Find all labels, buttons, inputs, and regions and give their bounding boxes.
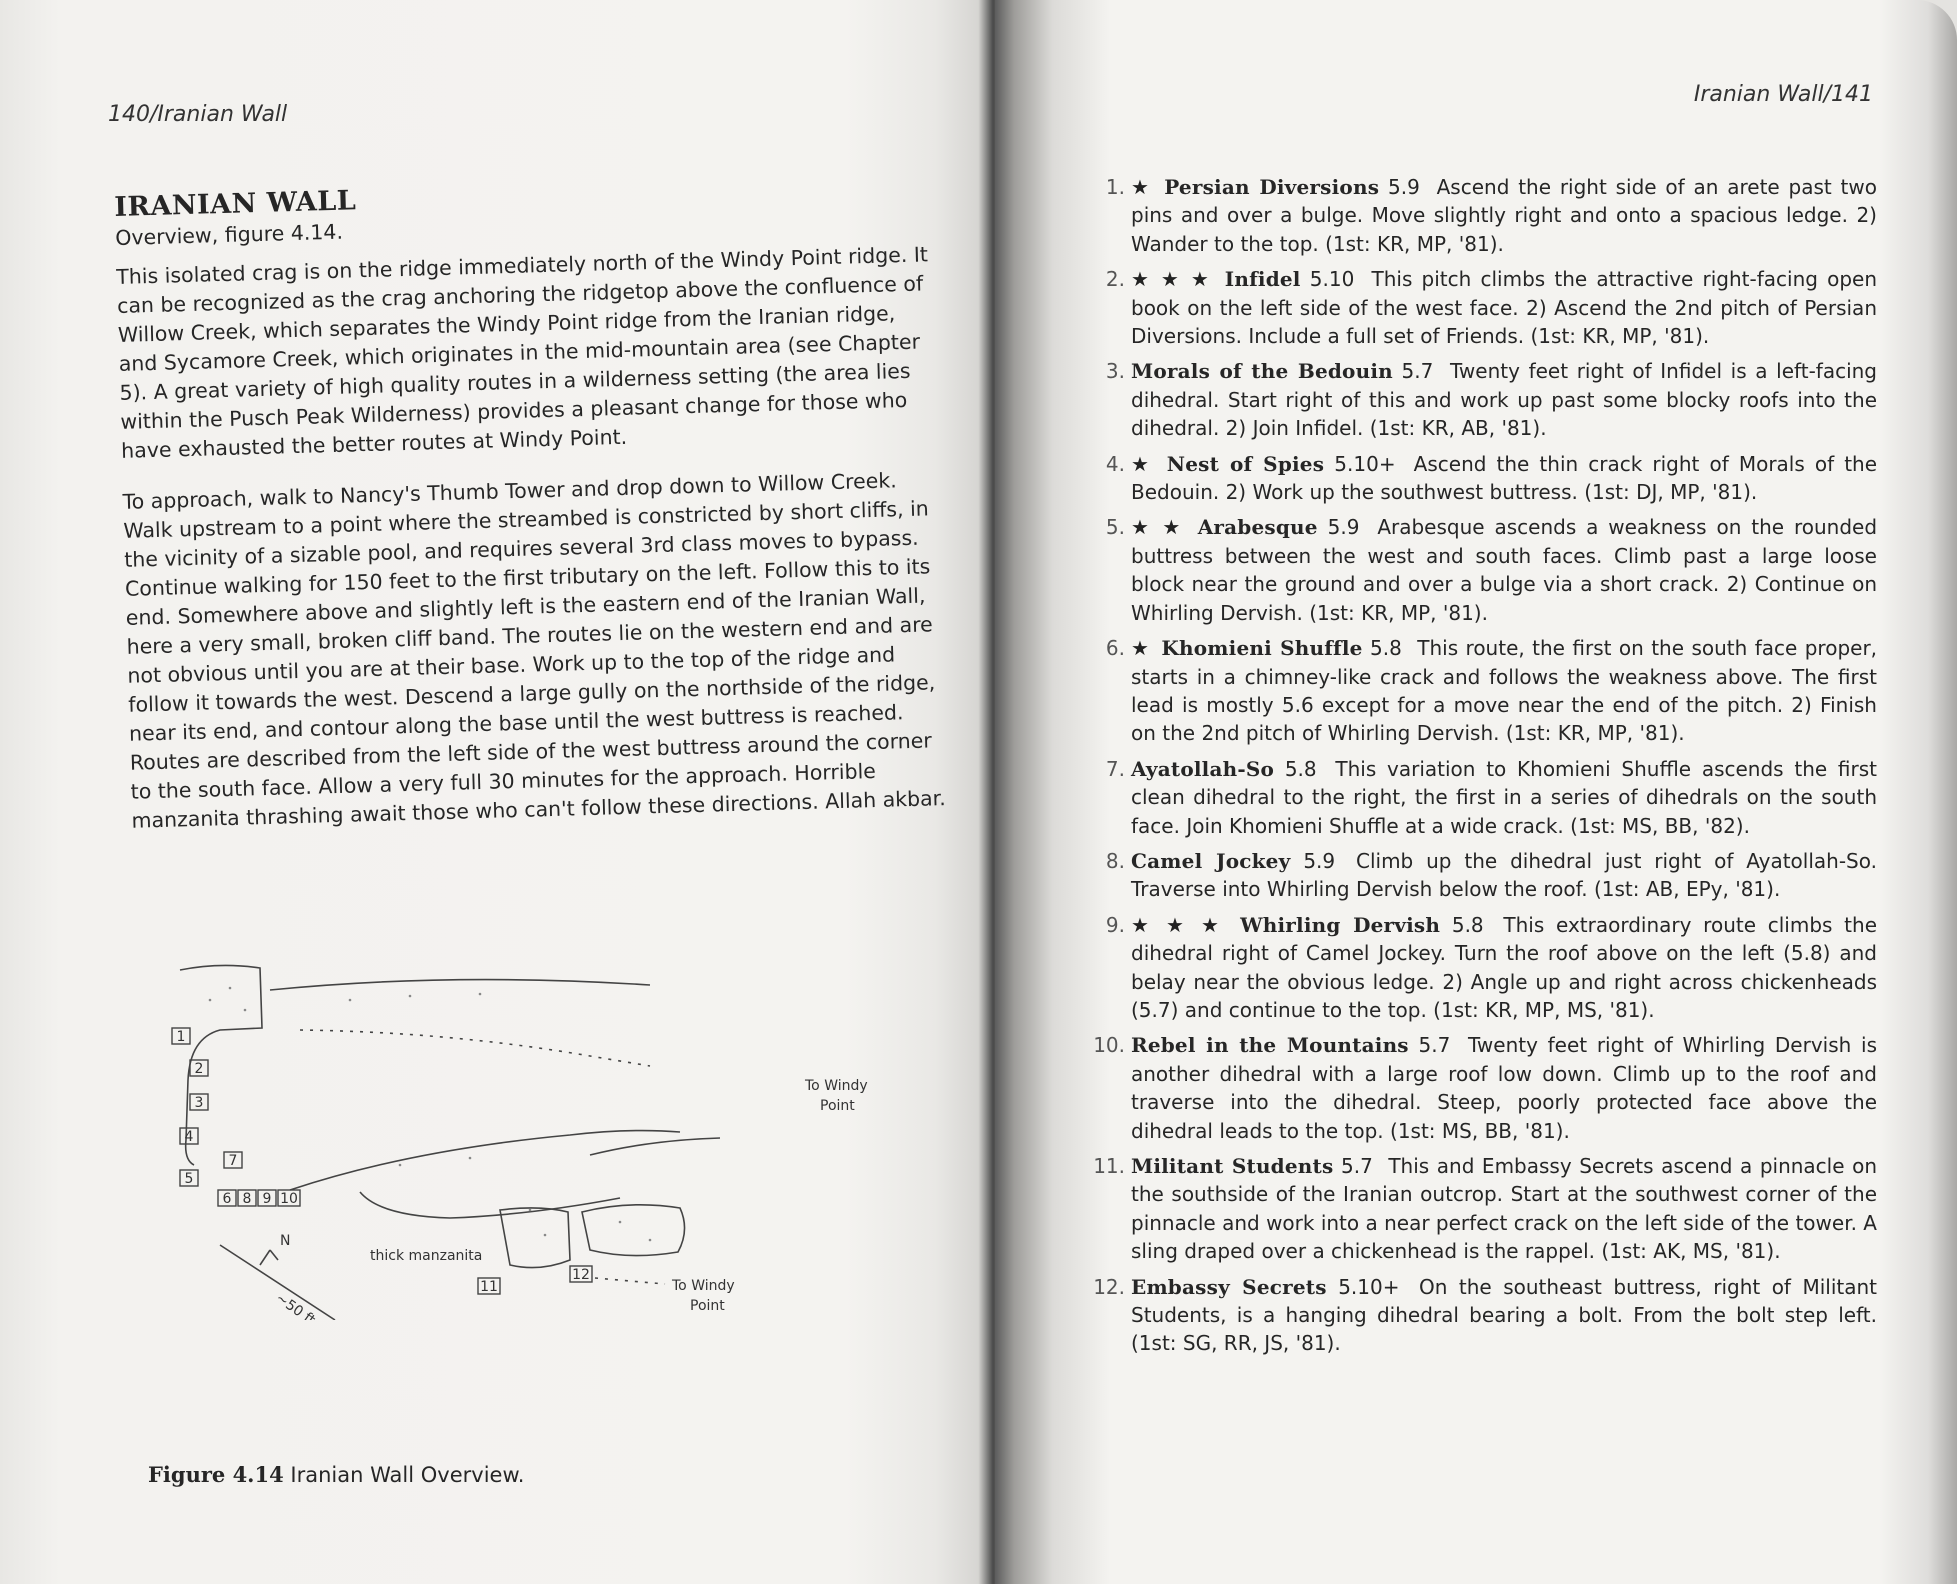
approach-line-top bbox=[300, 1030, 650, 1066]
crag-outline-ridge bbox=[360, 1192, 620, 1218]
route-label-4: 4 bbox=[184, 1129, 194, 1145]
route-grade: 5.9 bbox=[1387, 175, 1420, 199]
route-number: 9. bbox=[1105, 912, 1125, 937]
route-number: 11. bbox=[1093, 1154, 1125, 1178]
crag-outline-lower bbox=[290, 1131, 680, 1190]
route-grade: 5.10+ bbox=[1334, 451, 1396, 476]
route-name: Khomieni Shuffle bbox=[1161, 636, 1363, 661]
route-grade: 5.8 bbox=[1284, 756, 1317, 781]
star-rating: ★ ★ ★ bbox=[1131, 912, 1225, 937]
route-number: 1. bbox=[1105, 175, 1125, 199]
route-description: Ascend the thin crack right of Morals of the Bedouin. 2) Work up the southwest buttress. (1st: DJ, MP, '81). bbox=[1131, 451, 1878, 505]
to-windy-point-bottom-line2: Point bbox=[690, 1298, 725, 1314]
route-label-9: 9 bbox=[262, 1191, 272, 1207]
route-item bbox=[1093, 1273, 1878, 1358]
route-name: Rebel in the Mountains bbox=[1131, 1033, 1409, 1058]
route-description: Twenty feet right of Infidel is a left-facing dihedral. Start right of this and work up past some blocky roofs into the dihedral. 2) Join Infidel. (1st: KR, AB, '81). bbox=[1131, 359, 1877, 441]
route-name: Embassy Secrets bbox=[1131, 1274, 1327, 1299]
route-description: This extraordinary route climbs the dihedral right of Camel Jockey. Turn the roof above on the left (5.8) and belay near the obvious ledge. 2) Angle up and right across chickenheads (5.7) and continue to the top. (1st: KR, MP, MS, '81). bbox=[1131, 912, 1877, 1022]
crag-outline-top bbox=[270, 980, 650, 990]
route-name: Persian Diversions bbox=[1164, 175, 1380, 199]
route-item bbox=[1105, 265, 1877, 350]
route-number: 7. bbox=[1105, 756, 1125, 781]
route-description: This pitch climbs the attractive right-facing open book on the left side of the west face. 2) Ascend the 2nd pitch of Persian Diversions. Include a full set of Friends. (1st: KR, MP, '81). bbox=[1131, 267, 1878, 349]
route-number: 12. bbox=[1093, 1274, 1125, 1299]
route-number: 10. bbox=[1093, 1033, 1125, 1058]
route-item bbox=[1105, 513, 1877, 627]
route-description: Twenty feet right of Whirling Dervish is another dihedral with a large roof low down. Climb up to the roof and traverse into the dihedral. Steep, poorly protected face above the dihedral leads to the top. (1st: MS, BB, '81). bbox=[1131, 1033, 1877, 1143]
approach-line-bottom bbox=[595, 1278, 665, 1284]
route-number: 3. bbox=[1105, 359, 1125, 384]
star-rating: ★ ★ ★ bbox=[1131, 267, 1212, 292]
route-item bbox=[1105, 755, 1877, 840]
pinnacle-right bbox=[582, 1205, 685, 1256]
route-grade: 5.8 bbox=[1370, 636, 1402, 661]
route-label-10: 10 bbox=[280, 1191, 298, 1207]
left-text-column bbox=[114, 170, 947, 857]
route-description: Ascend the right side of an arete past two pins and over a bulge. Move slightly right and onto a spacious ledge. 2) Wander to the top. (1st: KR, MP, '81). bbox=[1131, 175, 1877, 256]
star-rating: ★ bbox=[1131, 175, 1152, 199]
route-label-6: 6 bbox=[222, 1191, 232, 1207]
section-title: IRANIAN WALL bbox=[113, 185, 357, 223]
figure-caption bbox=[148, 1462, 524, 1487]
pinnacle-left bbox=[500, 1208, 570, 1268]
route-label-5: 5 bbox=[184, 1171, 194, 1187]
star-rating: ★ ★ bbox=[1131, 515, 1184, 540]
route-description: This and Embassy Secrets ascend a pinnacle on the southside of the Iranian outcrop. Start at the southwest corner of the pinnacle and work into a near perfect crack on the left side of the tower. A sling draped over a chickenhead is the rappel. (1st: AK, MS, '81). bbox=[1131, 1154, 1877, 1264]
route-item bbox=[1105, 911, 1877, 1025]
right-running-head: Iranian Wall/141 bbox=[1693, 82, 1873, 107]
route-label-3: 3 bbox=[194, 1095, 204, 1111]
route-name: Nest of Spies bbox=[1166, 451, 1325, 476]
route-label-12: 12 bbox=[572, 1267, 590, 1283]
crag-outline-east bbox=[590, 1138, 720, 1155]
intro-paragraph: This isolated crag is on the ridge immediately north of the Windy Point ridge. It can be recognized as the crag anchoring the ridgetop above the confluence of Willow Creek, which separates the Windy Point ridge from the Iranian ridge, and Sycamore Creek, which originates in the mid-mountain area (see Chapter 5). A great variety of high quality routes in a wilderness setting (the area lies within the Pusch Peak Wilderness) provides a pleasant change for those who have exhausted the better routes at Windy Point. bbox=[116, 242, 929, 463]
route-number: 6. bbox=[1105, 636, 1125, 661]
route-description: Climb up the dihedral just right of Ayatollah-So. Traverse into Whirling Dervish below the roof. (1st: AB, EPy, '81). bbox=[1131, 848, 1877, 902]
route-grade: 5.7 bbox=[1401, 359, 1434, 384]
north-label: N bbox=[280, 1233, 291, 1249]
route-grade: 5.9 bbox=[1327, 515, 1360, 540]
route-grade: 5.9 bbox=[1303, 848, 1336, 873]
route-grade: 5.7 bbox=[1340, 1154, 1373, 1178]
route-name: Infidel bbox=[1224, 267, 1301, 292]
overview-sketch-figure bbox=[150, 960, 930, 1320]
scale-label: ~50 ft bbox=[272, 1290, 319, 1320]
route-number: 2. bbox=[1105, 267, 1125, 292]
figure-caption-text: Iranian Wall Overview. bbox=[290, 1463, 525, 1487]
left-running-head: 140/Iranian Wall bbox=[108, 102, 288, 127]
route-name: Whirling Dervish bbox=[1240, 912, 1441, 937]
route-label-7: 7 bbox=[228, 1153, 238, 1169]
route-label-8: 8 bbox=[242, 1191, 252, 1207]
route-name: Ayatollah-So bbox=[1131, 756, 1275, 781]
thick-manzanita-label: thick manzanita bbox=[370, 1248, 483, 1264]
route-number: 5. bbox=[1105, 515, 1125, 540]
route-item bbox=[1105, 634, 1877, 748]
route-description: This route, the first on the south face proper, starts in a chimney-like crack and follows the weakness above. The first lead is mostly 5.6 except for a move near the end of the pitch. 2) Finish on the 2nd pitch of Whirling Dervish. (1st: KR, MP, '81). bbox=[1131, 636, 1878, 746]
route-description: On the southeast buttress, right of Militant Students, is a hanging dihedral bearing a bolt. From the bolt step left. (1st: SG, RR, JS, '81). bbox=[1131, 1274, 1878, 1356]
route-item bbox=[1105, 173, 1877, 258]
route-list bbox=[1093, 173, 1878, 1365]
star-rating: ★ bbox=[1131, 451, 1153, 476]
route-label-1: 1 bbox=[176, 1029, 186, 1045]
route-grade: 5.10+ bbox=[1338, 1274, 1400, 1299]
star-rating: ★ bbox=[1131, 636, 1150, 661]
route-item bbox=[1105, 450, 1877, 507]
route-grade: 5.7 bbox=[1418, 1033, 1451, 1058]
approach-paragraph: To approach, walk to Nancy's Thumb Tower and drop down to Willow Creek. Walk upstream to a point where the streambed is constricted by short cliffs, in the vicinity of a sizable pool, and requires several 3rd class moves to bypass. Continue walking for 150 feet to the first tributary on the left. Follow this to its end. Somewhere above and slightly left is the eastern end of the Iranian Wall, here a very small, broken cliff band. The routes lie on the western end and are not obvious until you are at their base. Work up to the top of the ridge and follow it towards the west. Descend a large gully on the northside of the ridge, near its end, and contour along the base until the west buttress is reached. Routes are described from the left side of the west buttress around the corner to the south face. Allow a very full 30 minutes for the approach. Horrible manzanita thrashing await those who can't follow these directions. Allah akbar. bbox=[122, 468, 947, 833]
route-name: Arabesque bbox=[1197, 515, 1318, 540]
section-subtitle: Overview, figure 4.14. bbox=[114, 219, 344, 250]
figure-caption-label: Figure 4.14 bbox=[148, 1462, 284, 1487]
route-name: Militant Students bbox=[1131, 1154, 1334, 1178]
route-number: 8. bbox=[1105, 848, 1125, 873]
to-windy-point-bottom-line1: To Windy bbox=[672, 1278, 735, 1294]
route-item bbox=[1093, 1031, 1877, 1145]
north-arrow bbox=[220, 1245, 335, 1320]
overview-sketch bbox=[150, 960, 930, 1320]
to-windy-point-top-line2: Point bbox=[820, 1098, 855, 1114]
route-item bbox=[1105, 847, 1877, 904]
route-item bbox=[1105, 357, 1877, 442]
route-grade: 5.10 bbox=[1309, 267, 1355, 292]
route-name: Camel Jockey bbox=[1131, 848, 1291, 873]
route-name: Morals of the Bedouin bbox=[1131, 359, 1393, 384]
route-description: This variation to Khomieni Shuffle ascends the first clean dihedral to the right, the first in a series of dihedrals on the south face. Join Khomieni Shuffle at a wide crack. (1st: MS, BB, '82). bbox=[1131, 756, 1878, 838]
route-item bbox=[1093, 1152, 1877, 1266]
route-description: Arabesque ascends a weakness on the rounded buttress between the west and south faces. Climb past a large loose block near the ground and over a bulge via a short crack. 2) Continue on Whirling Dervish. (1st: KR, MP, '81). bbox=[1131, 515, 1878, 625]
route-label-11: 11 bbox=[480, 1279, 498, 1295]
route-grade: 5.8 bbox=[1451, 912, 1484, 937]
to-windy-point-top-line1: To Windy bbox=[805, 1078, 868, 1094]
route-number: 4. bbox=[1105, 451, 1125, 476]
route-label-2: 2 bbox=[194, 1061, 204, 1077]
